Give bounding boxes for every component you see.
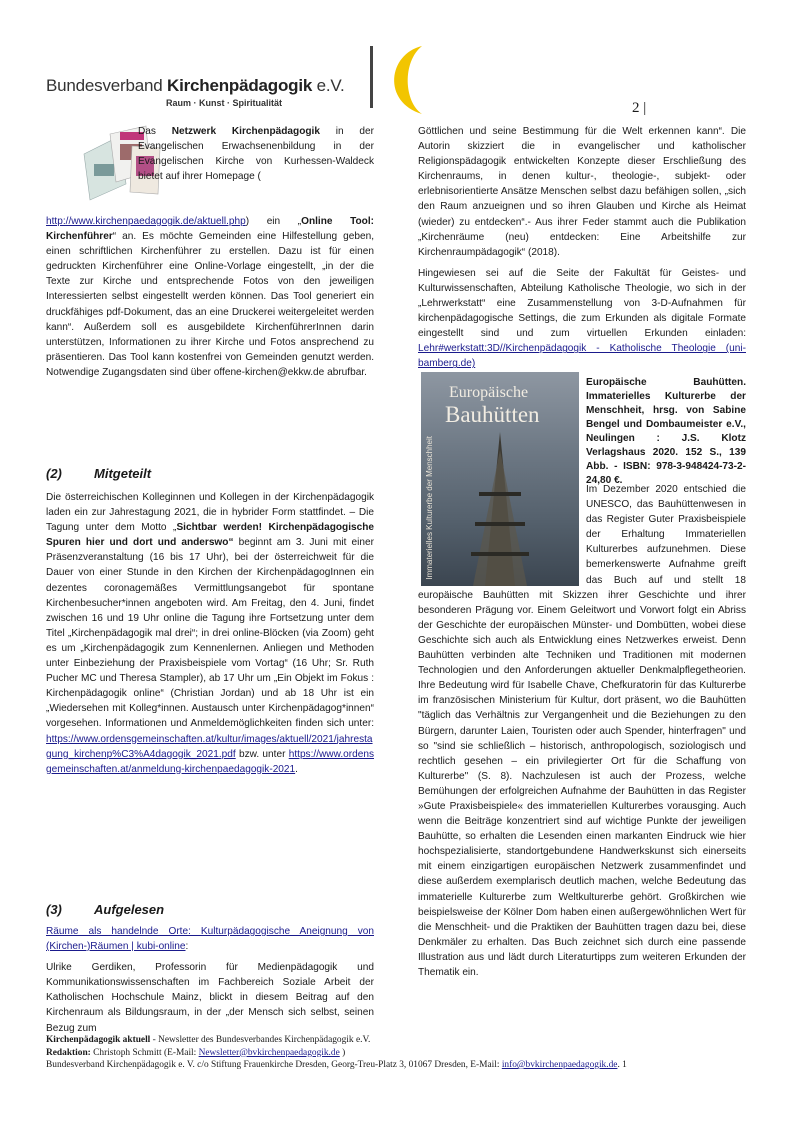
section-2-body: Die österreichischen Kolleginnen und Kollegen in der Kirchenpädagogik laden ein zur Jahrestagung 2021, die in hybrider Form stattfindet. – Die Tagung unter dem Motto „Sichtbar werden! Kirchenpädagogische Spuren hier und dort und anderswo“ beginnt am 3. Juni mit einer Präsenzveranstaltung (16 bis 17 Uhr), bei der österreichweit für die Dauer von einer Stunde in den Kirchen der KirchenpädagogInnen ein dezentes coronagemäßes Vermittlungsangebot für spontane Kirchenbesucher*innen angeboten wird. Am Freitag, den 4. Juni, findet zwischen 16 und 19 Uhr online die Tagung ihre Fortsetzung unter dem Titel „Kirchenpädagogik mal drei“; in drei online-Blöcken (via Zoom) geht es um „Kirchenpädagogik zum Kennenlernen. Anliegen und Methoden unter Einbeziehung der Praxisbeispiele vom Vortag“ (16 Uhr; Sr. Ruth Pucher MC und Theresa Stampler), ab 17 Uhr um „Ein Objekt im Fokus : Kirchenpädagogik online“ (Christian Jordan) und ab 18 Uhr ist ein „Wiedersehen mit Kolleg*innen. Austausch unter Kirchenpädagog*innen“ vorgesehen. Informationen und Anmeldemöglichkeiten finden sich unter: https://www.ordensgemeinschaften.at/kultur/images/aktuell/2021/jahrestagung_kirchenp%C3%A4dagogik_2021.pdf bzw. unter https://www.ordensgemeinschaften.at/anmeldung-kirchenpaedagogik-2021. — [46, 492, 374, 775]
section-3-heading: (3) Aufgelesen — [46, 902, 165, 917]
newsletter-email-link[interactable]: Newsletter@bvkirchenpaedagogik.de — [198, 1047, 340, 1058]
lehrwerkstatt-link[interactable]: Lehr#werkstatt:3D//Kirchenpädagogik - Katholische Theologie (uni-bamberg.de) — [418, 343, 746, 370]
footer: Kirchenpädagogik aktuell - Newsletter des Bundesverbandes Kirchenpädagogik e.V. Redaktion: Christoph Schmitt (E-Mail: Newsletter@bvkirchenpaedagogik.de ) Bundesverband Kirchenpädagogik e. V. c/o Stiftung Frauenkirche Dresden, Georg-Treu-Platz 3, 01067 Dresden, E-Mail: info@bvkirchenpaedagogik.de. 1 — [46, 1035, 627, 1070]
logo-crescent-icon — [364, 44, 424, 116]
org-tagline: Raum · Kunst · Spiritualität — [166, 98, 283, 108]
intro-continued: http://www.kirchenpaedagogik.de/aktuell.php) ein „Online Tool: Kirchenführer“ an. Es möchte Gemeinden eine Hilfestellung geben, einen schriftlichen Kirchenführer zu erstellen. Dazu ist für einen gedruckten Kirchenführer eine Online-Vorlage eingestellt, „in der die Texte zur Kirche und entsprechende Fotos von den jeweiligen Interessierten selbst eingestellt werden können. Das Tool generiert ein druckfähiges pdf-Dokument, das an eine Druckerei weitergeleitet werden kann“. Außerdem soll es ausgebildete KirchenführerInnen darin unterstützen, Informationen zu ihrer Kirche und Fotos ansprechend zu präsentieren. Das Tool kann kostenfrei von Gemeinden genutzt werden. Notwendige Zugangsdaten sind über offene-kirchen@ekkw.de abrufbar. — [46, 216, 374, 378]
left-column — [46, 124, 374, 184]
tagung-pdf-link[interactable]: https://www.ordensgemeinschaften.at/kultur/images/aktuell/2021/jahrestagung_kirchenp%C3%A4dagogik_2021.pdf — [46, 733, 373, 760]
page-number: 2 | — [632, 100, 647, 116]
section-2-heading: (2) Mitgeteilt — [46, 466, 152, 481]
right-column-top: Göttlichen und seine Bestimmung für die Welt erkennen kann“. Die Autorin skizziert die in evangelischer und katholischer Religionspädagogik entwickelten Konzepte dieser Erschließung des Kirchenraums, in denen kultur-, theologie-, subjekt- oder erlebnisorientierte Ansätze Menschen selbst dazu befähigen sollen, „sich den Raum anzueignen und so ihren Glauben und Kirche als Heimat (wieder) zu entdecken“.- Aus ihrer Feder stammt auch die Publikation „Kirchenräume (neu) entdecken: Eine Arbeitshilfe zur Kirchenraumpädagogik“ (2018). Hingewiesen sei auf die Seite der Fakultät für Geistes- und Kulturwissenschaften, Abteilung Katholische Theologie, wo sich in der „Lehrwerkstatt“ eine Zusammenstellung von 3-D-Aufnahmen für kirchenpädagogische Settings, die zum Erkunden als digitale Formate eingestellt sind und zum virtuellen Erkunden einladen: Lehr#werkstatt:3D//Kirchenpädagogik - Katholische Theologie (uni-bamberg.de) — [418, 126, 746, 370]
kubi-online-link[interactable]: Räume als handelnde Orte: Kulturpädagogische Aneignung von (Kirchen-)Räumen | kubi-online — [46, 926, 374, 953]
book-cover-image: Europäische Bauhütten Immaterielles Kulturerbe der Menschheit — [421, 372, 579, 586]
kirchenpaedagogik-link[interactable]: http://www.kirchenpaedagogik.de/aktuell.php — [46, 216, 246, 227]
book-review: Im Dezember 2020 entschied die UNESCO, das Bauhüttenwesen in das Register Guter Praxisbeispiele der Erhaltung Immateriellen Kulturerbes aufzunehmen. Diese bemerkenswerte Aufnahme greift das Buch auf und stellt 18 europäische Bauhütten mit Skizzen ihrer Geschichte und ihrer besonderen Prägung vor. Einem Geleitwort und Vorwort folgt ein Abriss der Geschichte der europäischen Münster- und Dombütten, wobei diese Geschichte sich auch als Entwicklung eines Netzwerkes erweist. Denn Bauhütten verbinden alte Techniken und Traditionen mit modernen Technologien und den Anforderungen aktueller Denkmalpflegetheorien. Ihre Bedeutung wird für Isabelle Chave, Chefkuratorin für das Kulturerbe im französischen Ministerium für Kultur, dort präsent, wo die Bauhütten "täglich das Verhältnis zur Vergangenheit und die Beziehungen zu den Bürgern, darunter Laien, Touristen oder auch Spender, hinterfragen" und so "sind sie schließlich – historisch, anthropologisch, soziologisch und rechtlich gesehen – ein privilegierter Ort für die Schaffung von Kulturerbe" (S. 8). Nachzulesen ist auch der Prozess, welche Bemühungen der erfolgreichen Aufnahme der Bauhütten in das Register »Gute Praxisbeispiele« des immateriellen Kulturerbes vorausging. Auch wenn die Beiträge konzentriert sind auf wichtige Punkte der jeweiligen Bauhütte, so erhalten die Lesenden einen markanten Eindruck wie hier hochspezialisierte, standortgebundene Handwerkskunst sich einerseits mit einem einzigartigen europäischen Netzwerk zusammenfindet und diese außerdem exemplarisch deutlich machen, welche Bedeutung das immaterielle Kulturerbe zum Weltkulturerbe gehört. Großkirchen wie beispielsweise der Kölner Dom haben einen außergewöhnlichen Wert für die Menschheit- und die Praktiken der Bauhütten tragen dazu bei, diese Denkmäler zu erhalten. Das Buch zeichnet sich durch eine passende Illustration aus und lädt durch Literaturtipps zum weiteren Erkunden der Thematik ein. — [418, 484, 746, 978]
left-column-continued — [46, 214, 374, 380]
info-email-link[interactable]: info@bvkirchenpaedagogik.de — [501, 1060, 618, 1070]
section-3-body: Räume als handelnde Orte: Kulturpädagogische Aneignung von (Kirchen-)Räumen | kubi-online: Ulrike Gerdiken, Professorin für Medienpädagogik und Kommunikationswissenschaften im Fachbereich Soziale Arbeit der Katholischen Hochschule Mainz, blickt in diesem Beitrag auf den Kirchenraum als Bildungsraum, in der „der Mensch sich selbst, seinen Bezug zum — [46, 926, 374, 1034]
intro-paragraph: Das Netzwerk Kirchenpädagogik in der Evangelischen Erwachsenenbildung in der Evangelischen Kirche von Kurhessen-Waldeck bietet auf ihrer Homepage ( — [138, 126, 374, 183]
org-name: Bundesverband Kirchenpädagogik e.V. — [46, 76, 345, 95]
header-logo — [46, 44, 386, 114]
anmeldung-link[interactable]: https://www.ordensgemeinschaften.at/anmeldung-kirchenpaedagogik-2021 — [46, 748, 374, 775]
book-reference: Europäische Bauhütten. Immaterielles Kulturerbe der Menschheit, hrsg. von Sabine Bengel und Dombaumeister e.V., Neulingen : J.S. Klotz Verlagshaus 2020. 152 S., 139 Abb. - ISBN: 978-3-948424-73-2- 24,80 €. — [586, 377, 746, 486]
